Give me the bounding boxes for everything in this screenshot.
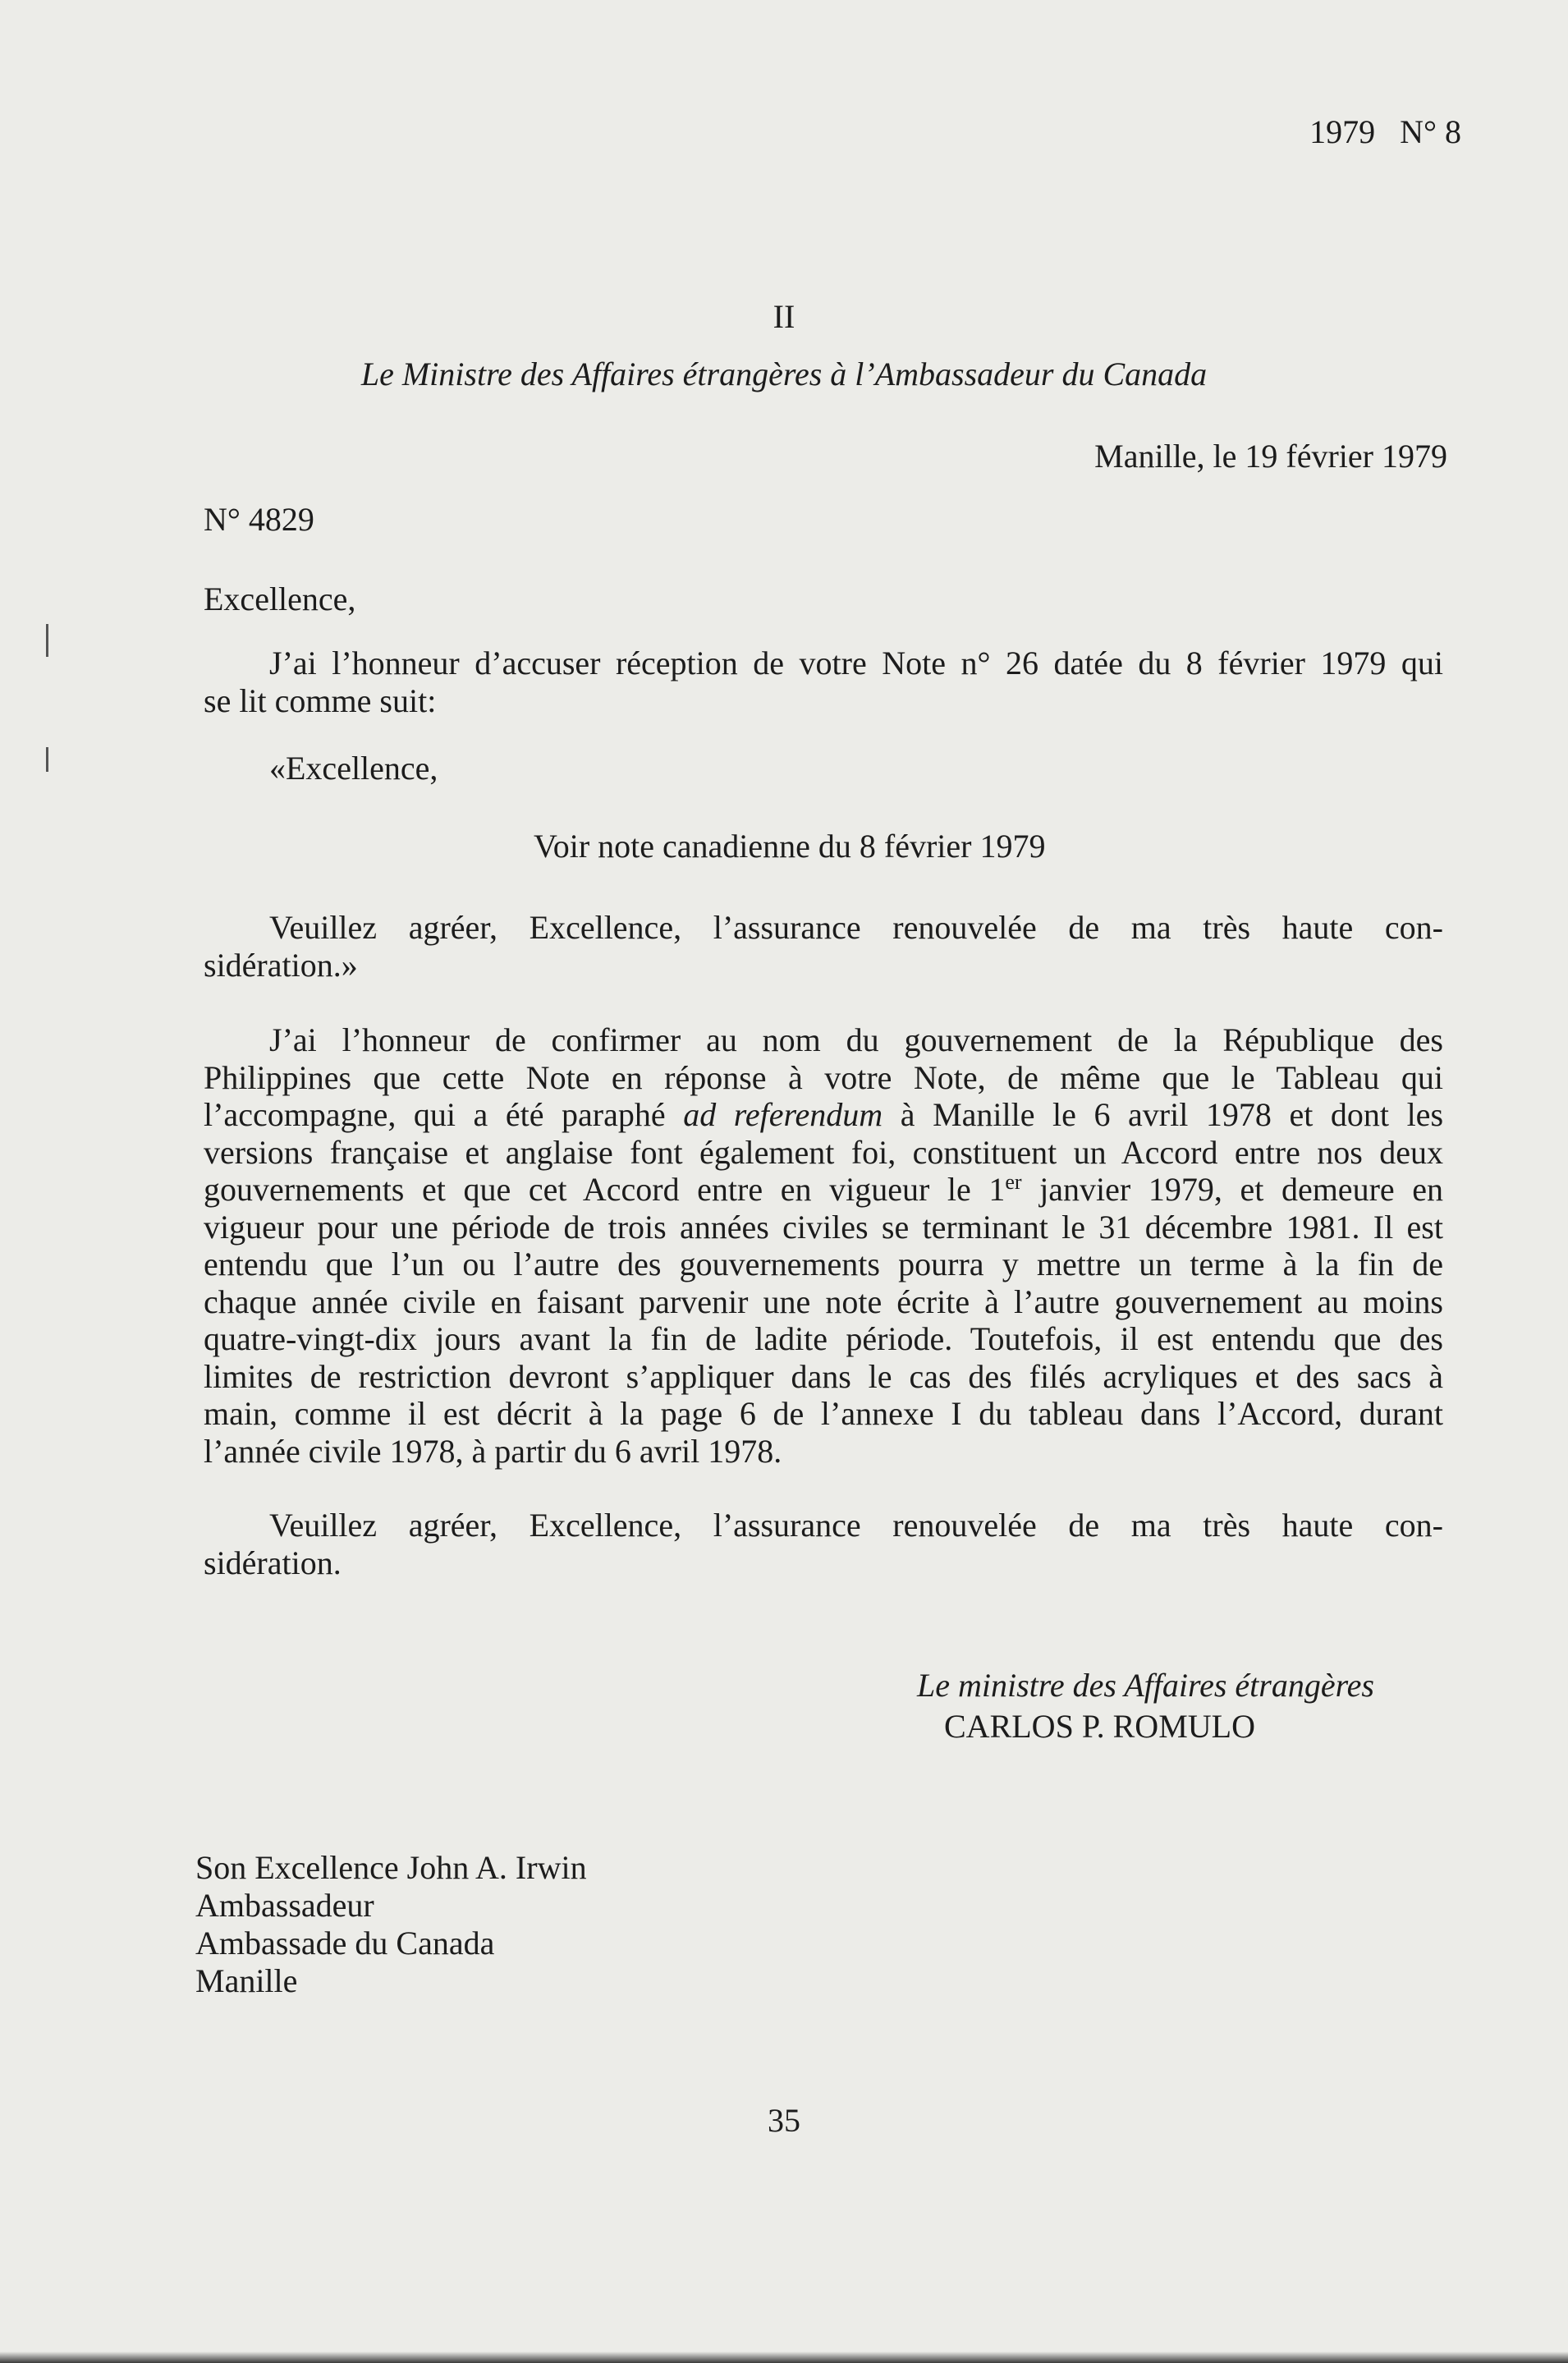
text-line: l’accompagne, qui a été paraphé bbox=[204, 1096, 684, 1133]
superscript: er bbox=[1005, 1170, 1022, 1194]
letter-subtitle: Le Ministre des Affaires étrangères à l’Ambassadeur du Canada bbox=[360, 356, 1208, 392]
addressee-line: Ambassade du Canada bbox=[195, 1925, 495, 1962]
text-line: janvier 1979, et demeure en bbox=[1021, 1171, 1444, 1208]
text-line: main, comme il est décrit à la page 6 de l’annexe I du tableau dans l’Accord, durant bbox=[204, 1395, 1443, 1432]
addressee-block bbox=[195, 1849, 587, 2000]
signature-title: Le ministre des Affaires étrangères bbox=[917, 1667, 1374, 1704]
quote-reference: Voir note canadienne du 8 février 1979 bbox=[534, 828, 1046, 865]
text-line: versions française et anglaise font également foi, constituent un Accord entre nos deux bbox=[204, 1133, 1443, 1171]
text-line: se lit comme suit: bbox=[204, 681, 437, 719]
text-line: chaque année civile en faisant parvenir une note écrite à l’autre gouvernement au moins bbox=[204, 1282, 1443, 1320]
quote-salutation: «Excellence, bbox=[269, 750, 438, 787]
page-bottom-edge bbox=[0, 2352, 1568, 2363]
addressee-line: Manille bbox=[195, 1962, 298, 1999]
text-line: limites de restriction devront s’appliquer dans le cas des filés acryliques et des sacs à bbox=[204, 1357, 1443, 1395]
text-line: J’ai l’honneur de confirmer au nom du gouvernement de la République des bbox=[269, 1021, 1443, 1058]
note-number: N° 4829 bbox=[204, 501, 314, 538]
text-line: vigueur pour une période de trois années civiles se terminant le 31 décembre 1981. Il est bbox=[204, 1208, 1443, 1246]
text-line: entendu que l’un ou l’autre des gouvernements pourra y mettre un terme à la fin de bbox=[204, 1246, 1443, 1282]
text-line: Veuillez agréer, Excellence, l’assurance renouvelée de ma très haute con- bbox=[269, 1507, 1443, 1544]
place-date: Manille, le 19 février 1979 bbox=[1094, 438, 1447, 475]
text-line: Philippines que cette Note en réponse à votre Note, de même que le Tableau qui bbox=[204, 1058, 1443, 1096]
paragraph-acknowledgement bbox=[204, 645, 1443, 719]
italic-term: ad referendum bbox=[683, 1096, 883, 1133]
paragraph-closing bbox=[204, 1507, 1443, 1581]
addressee-line: Ambassadeur bbox=[195, 1887, 374, 1924]
text-line: l’année civile 1978, à partir du 6 avril 1978. bbox=[204, 1432, 782, 1470]
text-line: sidération.» bbox=[204, 946, 358, 984]
text-line: quatre-vingt-dix jours avant la fin de ladite période. Toutefois, il est entendu que des bbox=[204, 1320, 1443, 1357]
page-number: 35 bbox=[768, 2102, 800, 2139]
text-line: J’ai l’honneur d’accuser réception de votre Note n° 26 datée du 8 février 1979 qui bbox=[269, 645, 1443, 681]
salutation: Excellence, bbox=[204, 580, 356, 617]
text-line: Veuillez agréer, Excellence, l’assurance renouvelée de ma très haute con- bbox=[269, 909, 1443, 946]
header-year-number: 1979 N° 8 bbox=[1309, 113, 1461, 150]
section-number: II bbox=[773, 298, 795, 335]
scan-edge-mark bbox=[46, 624, 48, 657]
text-line: à Manille le 6 avril 1978 et dont les bbox=[883, 1096, 1444, 1133]
signature-name: CARLOS P. ROMULO bbox=[944, 1708, 1255, 1745]
paragraph-quoted-closing bbox=[204, 909, 1443, 984]
text-line: sidération. bbox=[204, 1544, 342, 1581]
addressee-line: Son Excellence John A. Irwin bbox=[195, 1849, 587, 1886]
scan-edge-mark bbox=[46, 747, 48, 772]
text-line: gouvernements et que cet Accord entre en vigueur le 1 bbox=[204, 1171, 1006, 1208]
paragraph-confirmation bbox=[204, 1021, 1443, 1470]
